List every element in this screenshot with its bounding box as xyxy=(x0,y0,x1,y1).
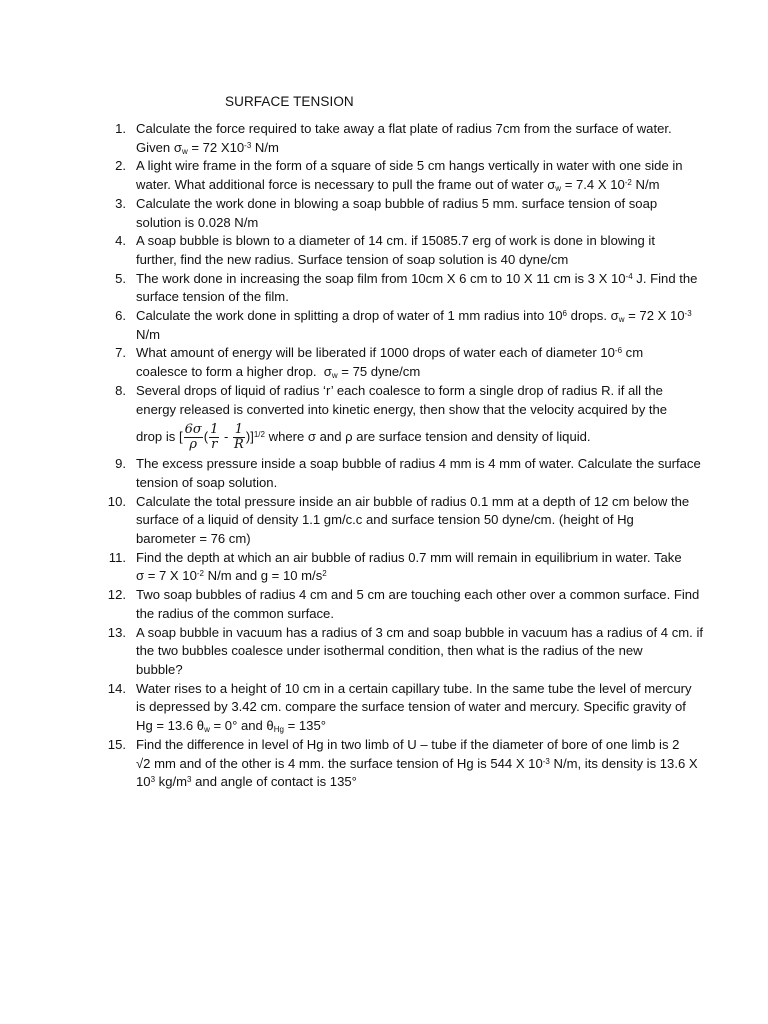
question-number: 6. xyxy=(115,308,126,324)
question-line: surface tension of the film. xyxy=(136,289,289,305)
question-number: 4. xyxy=(115,233,126,249)
question-line: Calculate the total pressure inside an air bubble of radius 0.1 mm at a depth of 12 cm below the xyxy=(136,493,690,509)
page-title: SURFACE TENSION xyxy=(225,94,354,109)
question-line: Water rises to a height of 10 cm in a certain capillary tube. In the same tube the level of mercury xyxy=(136,680,692,696)
question-number: 1. xyxy=(115,121,126,136)
question-line: Several drops of liquid of radius ‘r’ each coalesce to form a single drop of radius R. if all the xyxy=(136,382,663,398)
list-item xyxy=(0,493,768,549)
question-line: the radius of the common surface. xyxy=(136,605,334,621)
question-line: is depressed by 3.42 cm. compare the surface tension of water and mercury. Specific gravity of xyxy=(136,699,686,715)
list-item xyxy=(0,736,768,792)
question-line: What amount of energy will be liberated if 1000 drops of water each of diameter $10^{-6}$ cm xyxy=(136,345,644,361)
question-number: 13. xyxy=(107,624,126,640)
list-item xyxy=(0,586,768,623)
question-line: A light wire frame in the form of a square of side 5 cm hangs vertically in water with one side in xyxy=(136,158,683,174)
fraction-6sigma-over-rho: $\frac{6\sigma}{\rho}$ xyxy=(184,422,202,453)
fraction-1-over-r: $\frac{1}{r}$ xyxy=(210,422,219,453)
question-number: 12. xyxy=(107,587,126,603)
list-item xyxy=(0,455,768,492)
question-number: 11. xyxy=(108,549,126,565)
question-line: Calculate the work done in splitting a drop of water of 1 mm radius into $10^6$ drops. $\sigma_w = 72$ X $10^{-3}$ xyxy=(136,308,692,325)
question-line: surface of a liquid of density 1.1 gm/c.c and surface tension 50 dyne/cm. (height of Hg xyxy=(136,512,634,528)
list-item xyxy=(0,680,768,736)
question-line: $10^3$ $kg/m^3$ and angle of contact is 135° xyxy=(136,774,357,790)
question-line: A soap bubble in vacuum has a radius of 3 cm and soap bubble in vacuum has a radius of 4 cm. if xyxy=(136,624,704,640)
question-line: water. What additional force is necessary to pull the frame out of water $\sigma_w = 7.4$ X $10^{-2}$ N/m xyxy=(136,177,660,194)
question-number: 3. xyxy=(115,195,126,211)
question-number: 10. xyxy=(107,493,126,509)
question-number: 14. xyxy=(107,680,126,696)
question-number: 9. xyxy=(115,456,126,472)
question-number: 15. xyxy=(107,736,126,752)
velocity-formula: drop is [ $\frac{6\sigma}{\rho}$ ( $\frac{1}{r}$ - $\frac{1}{R}$ )]$^{1/2}$ where σ and ρ are surface tension and density of liquid. xyxy=(136,422,591,453)
question-line: Given $\sigma_w = 72$ $X10^{-3}$ N/m xyxy=(136,139,279,156)
list-item xyxy=(0,157,768,194)
question-list xyxy=(0,120,768,792)
list-item xyxy=(0,549,768,586)
list-item xyxy=(0,232,768,269)
question-line: Find the difference in level of Hg in two limb of U – tube if the diameter of bore of one limb is 2 xyxy=(136,736,680,752)
question-line: further, find the new radius. Surface tension of soap solution is 40 dyne/cm xyxy=(136,251,569,267)
question-line: Calculate the force required to take away a flat plate of radius 7cm from the surface of water. xyxy=(136,121,672,136)
list-item xyxy=(0,624,768,680)
list-item xyxy=(0,382,768,455)
question-line: bubble? xyxy=(136,661,183,677)
question-line: tension of soap solution. xyxy=(136,474,278,490)
question-line: solution is 0.028 N/m xyxy=(136,214,259,230)
list-item xyxy=(0,195,768,232)
question-number: 2. xyxy=(115,158,126,174)
question-line: Two soap bubbles of radius 4 cm and 5 cm are touching each other over a common surface. Find xyxy=(136,587,700,603)
question-number: 7. xyxy=(115,345,126,361)
question-line: Hg = 13.6 $\theta_w = 0^\circ$ and $\theta_{Hg} = 135^\circ$ xyxy=(136,718,326,735)
list-item xyxy=(0,307,768,344)
question-line: √2 mm and of the other is 4 mm. the surface tension of Hg is 544 X $10^{-3}$ N/m, its density is 13.6 X xyxy=(136,755,698,771)
question-line: Find the depth at which an air bubble of radius 0.7 mm will remain in equilibrium in water. Take xyxy=(136,549,682,565)
question-line: The work done in increasing the soap film from 10cm X 6 cm to 10 X 11 cm is 3 X $10^{-4}$ J. Find the xyxy=(136,270,698,286)
question-line: σ = 7 X $10^{-2}$ N/m and g = 10 $m/s^2$ xyxy=(136,568,327,584)
question-number: 5. xyxy=(115,270,126,286)
question-number: 8. xyxy=(115,382,126,398)
question-line: Calculate the work done in blowing a soap bubble of radius 5 mm. surface tension of soap xyxy=(136,195,658,211)
question-line: the two bubbles coalesce under isothermal condition, then what is the radius of the new xyxy=(136,643,643,659)
list-item xyxy=(0,344,768,381)
question-line: N/m xyxy=(136,326,161,342)
question-line: barometer = 76 cm) xyxy=(136,531,251,547)
fraction-1-over-R: $\frac{1}{R}$ xyxy=(234,422,244,453)
list-item xyxy=(0,120,768,157)
question-line: coalesce to form a higher drop. $\sigma_w = 75$ dyne/cm xyxy=(136,364,421,381)
question-line: A soap bubble is blown to a diameter of 14 cm. if 15085.7 erg of work is done in blowing it xyxy=(136,233,655,249)
question-line: The excess pressure inside a soap bubble of radius 4 mm is 4 mm of water. Calculate the surface xyxy=(136,456,701,472)
list-item xyxy=(0,270,768,307)
question-line: energy released is converted into kinetic energy, then show that the velocity acquired by the xyxy=(136,401,668,417)
